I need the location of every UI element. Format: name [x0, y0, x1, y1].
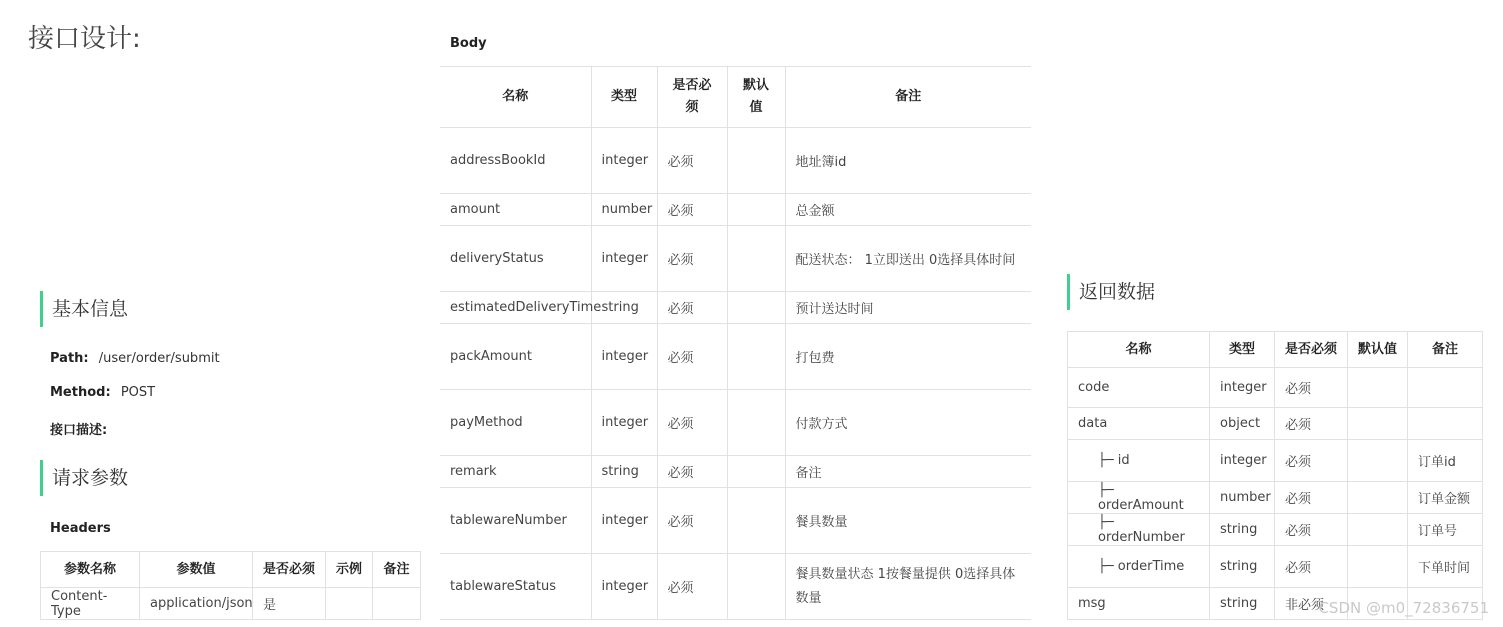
cell: ├─ orderTime — [1068, 546, 1210, 588]
table-row — [1068, 368, 1483, 408]
table-row — [440, 390, 1031, 456]
body-label-row — [450, 36, 487, 51]
cell: Content-Type — [41, 588, 140, 620]
cell: 备注 — [785, 456, 1031, 488]
cell: 必须 — [657, 488, 727, 554]
cell: payMethod — [440, 390, 591, 456]
cell: 必须 — [1275, 482, 1348, 514]
cell: 订单号 — [1408, 514, 1483, 546]
cell: 地址簿id — [785, 128, 1031, 194]
cell — [727, 324, 785, 390]
cell: msg — [1068, 588, 1210, 620]
table-row — [440, 292, 1031, 324]
cell: integer — [1210, 368, 1275, 408]
cell: addressBookId — [440, 128, 591, 194]
method-label: Method: — [50, 385, 111, 400]
table-row — [1068, 546, 1483, 588]
headers-label: Headers — [50, 521, 111, 536]
method-row — [50, 385, 155, 400]
header-col-value: 参数值 — [140, 552, 253, 588]
cell — [1348, 408, 1408, 440]
response-table-header-row — [1068, 332, 1483, 368]
cell: 必须 — [657, 324, 727, 390]
cell: 必须 — [1275, 408, 1348, 440]
body-table-header-row — [440, 67, 1031, 128]
table-row — [440, 194, 1031, 226]
cell — [1348, 514, 1408, 546]
cell: 餐具数量 — [785, 488, 1031, 554]
cell: amount — [440, 194, 591, 226]
table-row — [440, 128, 1031, 194]
cell: 必须 — [657, 456, 727, 488]
cell: 预计送达时间 — [785, 292, 1031, 324]
header-col-example: 示例 — [326, 552, 373, 588]
cell — [727, 488, 785, 554]
cell: integer — [591, 128, 657, 194]
header-col-name: 参数名称 — [41, 552, 140, 588]
cell: 必须 — [657, 554, 727, 620]
cell: 打包费 — [785, 324, 1031, 390]
cell: 必须 — [657, 226, 727, 292]
cell — [1408, 408, 1483, 440]
cell: 必须 — [657, 128, 727, 194]
cell: 必须 — [657, 390, 727, 456]
cell: 是 — [253, 588, 326, 620]
cell: 非必须 — [1275, 588, 1348, 620]
body-label: Body — [450, 36, 487, 51]
cell: string — [1210, 588, 1275, 620]
method-value: POST — [120, 385, 156, 400]
body-table — [440, 66, 1031, 620]
header-col-remark: 备注 — [373, 552, 421, 588]
cell: remark — [440, 456, 591, 488]
cell — [727, 128, 785, 194]
col-type: 类型 — [1210, 332, 1275, 368]
cell: code — [1068, 368, 1210, 408]
path-row — [50, 351, 220, 366]
table-row — [440, 226, 1031, 292]
cell — [373, 588, 421, 620]
cell — [1348, 482, 1408, 514]
cell: object — [1210, 408, 1275, 440]
col-name: 名称 — [440, 67, 591, 128]
cell: integer — [1210, 440, 1275, 482]
col-type: 类型 — [591, 67, 657, 128]
cell: 订单id — [1408, 440, 1483, 482]
cell: integer — [591, 390, 657, 456]
cell — [1348, 546, 1408, 588]
cell: 必须 — [657, 292, 727, 324]
cell: 必须 — [1275, 546, 1348, 588]
cell — [727, 554, 785, 620]
cell: 必须 — [1275, 440, 1348, 482]
cell — [727, 390, 785, 456]
cell: 必须 — [657, 194, 727, 226]
page-title: 接口设计: — [28, 24, 141, 54]
cell: 下单时间 — [1408, 546, 1483, 588]
cell — [326, 588, 373, 620]
cell: 总金额 — [785, 194, 1031, 226]
cell — [1348, 440, 1408, 482]
headers-row — [50, 521, 111, 536]
cell: 餐具数量状态 1按餐量提供 0选择具体数量 — [785, 554, 1031, 620]
cell: estimatedDeliveryTime — [440, 292, 591, 324]
cell: integer — [591, 226, 657, 292]
path-label: Path: — [50, 351, 89, 366]
col-required: 是否必须 — [1275, 332, 1348, 368]
cell — [727, 456, 785, 488]
cell: integer — [591, 324, 657, 390]
cell: data — [1068, 408, 1210, 440]
table-row — [1068, 514, 1483, 546]
col-name: 名称 — [1068, 332, 1210, 368]
table-row — [440, 488, 1031, 554]
basic-info-heading: 基本信息 — [40, 291, 128, 327]
cell — [727, 292, 785, 324]
table-row — [1068, 408, 1483, 440]
cell: integer — [591, 554, 657, 620]
path-value: /user/order/submit — [98, 351, 220, 366]
cell — [1408, 368, 1483, 408]
watermark: CSDN @m0_72836751 — [1318, 599, 1489, 617]
headers-table — [40, 551, 421, 620]
col-default: 默认值 — [1348, 332, 1408, 368]
desc-label: 接口描述: — [50, 423, 108, 438]
cell: 必须 — [1275, 368, 1348, 408]
table-row — [440, 324, 1031, 390]
table-row — [440, 554, 1031, 620]
cell: number — [591, 194, 657, 226]
cell: tablewareNumber — [440, 488, 591, 554]
col-default: 默认值 — [727, 67, 785, 128]
response-heading: 返回数据 — [1067, 274, 1155, 310]
cell: 必须 — [1275, 514, 1348, 546]
cell: number — [1210, 482, 1275, 514]
cell: ├─ orderAmount — [1068, 482, 1210, 514]
cell: deliveryStatus — [440, 226, 591, 292]
cell: string — [1210, 546, 1275, 588]
request-params-heading: 请求参数 — [40, 460, 128, 496]
table-row — [1068, 482, 1483, 514]
cell: string — [1210, 514, 1275, 546]
cell: packAmount — [440, 324, 591, 390]
table-row — [41, 588, 421, 620]
cell: integer — [591, 488, 657, 554]
table-row — [1068, 440, 1483, 482]
cell: ├─ orderNumber — [1068, 514, 1210, 546]
header-col-required: 是否必须 — [253, 552, 326, 588]
cell: application/json — [140, 588, 253, 620]
desc-row — [50, 419, 107, 438]
cell — [727, 226, 785, 292]
cell: 配送状态： 1立即送出 0选择具体时间 — [785, 226, 1031, 292]
cell: 订单金额 — [1408, 482, 1483, 514]
cell: 付款方式 — [785, 390, 1031, 456]
cell: string — [591, 292, 657, 324]
cell: ├─ id — [1068, 440, 1210, 482]
col-required: 是否必须 — [657, 67, 727, 128]
response-table — [1067, 331, 1483, 620]
cell — [727, 194, 785, 226]
headers-table-header-row — [41, 552, 421, 588]
cell: tablewareStatus — [440, 554, 591, 620]
cell — [1348, 368, 1408, 408]
col-remark: 备注 — [785, 67, 1031, 128]
table-row — [440, 456, 1031, 488]
cell: string — [591, 456, 657, 488]
col-remark: 备注 — [1408, 332, 1483, 368]
